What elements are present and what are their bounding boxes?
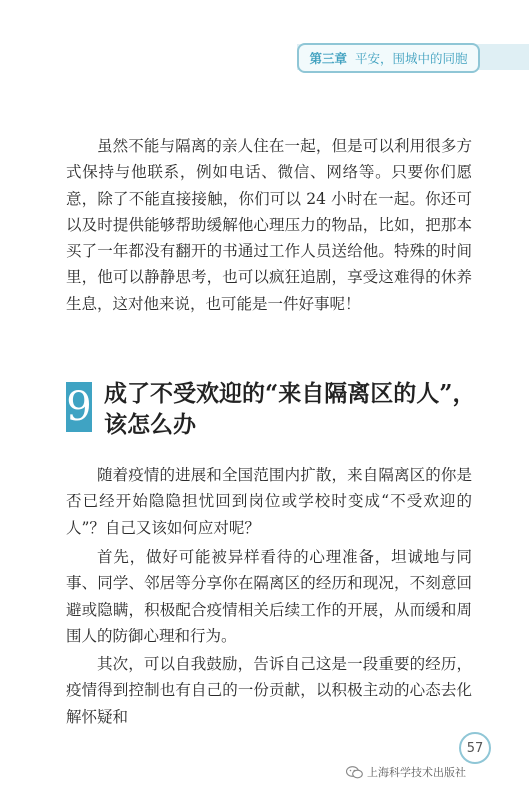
paragraph-1: 虽然不能与隔离的亲人住在一起，但是可以利用很多方式保持与他联系，例如电话、微信、网络等。只要你们愿意，除了不能直接接触，你们可以 24 小时在一起。你还可以及时提供能够帮助缓解他心理压力的物品，比如，把那本买了一年都没有翻开的书通过工作人员送给他。特殊的时间里，他可以静静思考，也可以疯狂追剧，享受这难得的休养生息，这对他来说，也可能是一件好事呢！ xyxy=(66,137,472,313)
section-title-line-2: 该怎么办 xyxy=(104,411,196,438)
wechat-icon xyxy=(346,766,363,779)
chapter-number: 第三章 xyxy=(309,51,347,66)
watermark-text: 上海科学技术出版社 xyxy=(367,766,466,779)
watermark xyxy=(346,764,466,780)
paragraph-2: 随着疫情的进展和全国范围内扩散，来自隔离区的你是否已经开始隐隐担忧回到岗位或学校时变成“不受欢迎的人”？自己又该如何应对呢？ xyxy=(66,466,472,537)
section-heading xyxy=(66,382,486,440)
section-title xyxy=(104,378,475,440)
section-title-line-1: 成了不受欢迎的“来自隔离区的人”， xyxy=(104,380,476,407)
chapter-title: 平安，围城中的同胞 xyxy=(355,51,468,66)
paragraph-3: 首先，做好可能被异样看待的心理准备，坦诚地与同事、同学、邻居等分享你在隔离区的经历和现况，不刻意回避或隐瞒，积极配合疫情相关后续工作的开展，从而缓和周围人的防御心理和行为。 xyxy=(66,548,472,645)
paragraph-4: 其次，可以自我鼓励，告诉自己这是一段重要的经历，疫情得到控制也有自己的一份贡献，以积极主动的心态去化解怀疑和 xyxy=(66,655,472,726)
section-number: 9 xyxy=(66,384,92,430)
page-number: 57 xyxy=(459,732,491,764)
chapter-header xyxy=(297,43,480,73)
